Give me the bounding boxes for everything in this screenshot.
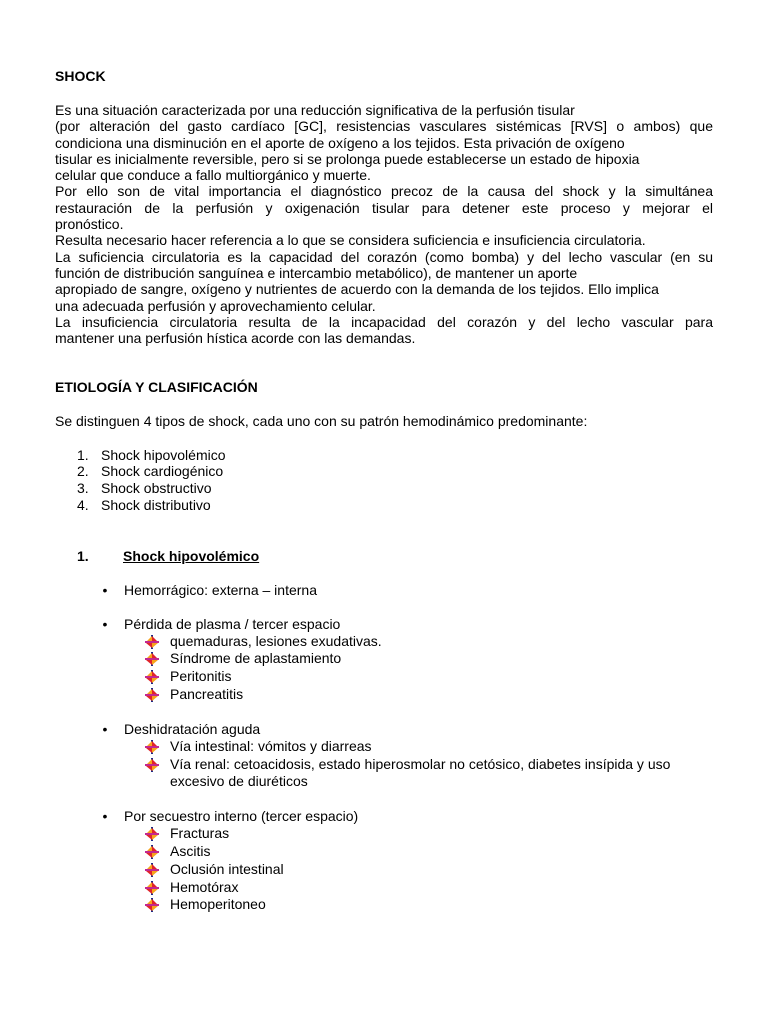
sub-list-item <box>55 879 713 897</box>
list-number: 3. <box>77 480 89 497</box>
bullet-dot-icon: • <box>102 615 108 632</box>
list-number: 1. <box>77 446 89 463</box>
intro-line: apropiado de sangre, oxígeno y nutrientes de acuerdo con la demanda de los tejidos. Ello implica <box>55 281 659 298</box>
intro-line: restauración de la perfusión y oxigenación tisular para detener este proceso y mejorar el <box>55 199 713 216</box>
arrow-bullet-icon <box>145 863 159 877</box>
arrow-bullet-icon <box>145 881 159 895</box>
list-number: 2. <box>77 463 89 480</box>
sub-item-label: Pancreatitis <box>170 685 244 702</box>
arrow-bullet-icon <box>145 740 159 754</box>
list-item <box>55 497 713 514</box>
intro-line: Resulta necesario hacer referencia a lo que se considera suficiencia e insuficiencia circulatoria. <box>55 232 646 249</box>
sub-item-label: Peritonitis <box>170 668 232 685</box>
sub-item-label: quemaduras, lesiones exudativas. <box>170 632 382 649</box>
bullet-label: Pérdida de plasma / tercer espacio <box>124 615 341 632</box>
sub-item-label: Oclusión intestinal <box>170 860 284 877</box>
list-number: 4. <box>77 496 89 513</box>
bullet-label: Por secuestro interno (tercer espacio) <box>124 808 359 825</box>
list-label: Shock hipovolémico <box>101 446 226 463</box>
subsection-heading-hypovolemic <box>55 547 713 565</box>
intro-line: función de distribución sanguínea e intercambio metabólico), de mantener un aporte <box>55 264 578 281</box>
sub-list-item <box>55 686 713 704</box>
intro-line: pronóstico. <box>55 216 124 233</box>
intro-line: una adecuada perfusión y aprovechamiento celular. <box>55 297 376 314</box>
document-page <box>55 68 713 914</box>
section-heading-etiology: ETIOLOGÍA Y CLASIFICACIÓN <box>55 379 258 396</box>
etiology-lead: Se distinguen 4 tipos de shock, cada uno con su patrón hemodinámico predominante: <box>55 413 588 430</box>
sub-item-label: Hemoperitoneo <box>170 896 266 913</box>
arrow-bullet-icon <box>145 898 159 912</box>
intro-line: La insuficiencia circulatoria resulta de la incapacidad del corazón y del lecho vascular para <box>55 313 713 330</box>
intro-line: Por ello son de vital importancia el diagnóstico precoz de la causa del shock y la simultánea <box>55 183 713 200</box>
arrow-bullet-icon <box>145 827 159 841</box>
bullet-dot-icon: • <box>102 581 108 598</box>
sub-item-label: Ascitis <box>170 842 211 859</box>
sub-list-item <box>55 650 713 668</box>
bullet-label: Hemorrágico: externa – interna <box>124 581 317 598</box>
bullet-label: Deshidratación aguda <box>124 720 261 737</box>
arrow-bullet-icon <box>145 758 159 772</box>
sub-list-item <box>55 843 713 861</box>
arrow-bullet-icon <box>145 845 159 859</box>
list-label: Shock distributivo <box>101 496 211 513</box>
arrow-bullet-icon <box>145 652 159 666</box>
arrow-bullet-icon <box>145 635 159 649</box>
doc-title: SHOCK <box>55 68 106 84</box>
sub-list-item <box>55 738 713 756</box>
bullet-item <box>55 582 713 599</box>
bullet-item <box>55 808 713 825</box>
list-label: Shock obstructivo <box>101 480 212 497</box>
shock-types-list <box>55 447 713 514</box>
arrow-bullet-icon <box>145 670 159 684</box>
sub-list <box>55 825 713 914</box>
bullet-dot-icon: • <box>102 720 108 737</box>
subsection-number: 1. <box>77 547 89 564</box>
intro-line: (por alteración del gasto cardíaco [GC], resistencias vasculares sistémicas [RVS] o ambos) que <box>55 118 713 135</box>
sub-item-label: Vía intestinal: vómitos y diarreas <box>170 737 372 754</box>
sub-item-label: Síndrome de aplastamiento <box>170 650 342 667</box>
sub-list-item <box>55 668 713 686</box>
intro-line: tisular es inicialmente reversible, pero si se prolonga puede establecerse un estado de hipoxia <box>55 150 640 167</box>
sub-list <box>55 633 713 704</box>
list-item <box>55 463 713 480</box>
intro-paragraph <box>55 102 713 346</box>
bullet-item <box>55 616 713 633</box>
list-item <box>55 480 713 497</box>
subsection-title: Shock hipovolémico <box>123 547 260 564</box>
intro-line: celular que conduce a fallo multiorgánico y muerte. <box>55 167 371 184</box>
list-label: Shock cardiogénico <box>101 463 224 480</box>
sub-item-label: Vía renal: cetoacidosis, estado hiperosmolar no cetósico, diabetes insípida y uso excesivo de diuréticos <box>170 755 671 790</box>
sub-list-item <box>55 633 713 651</box>
arrow-bullet-icon <box>145 688 159 702</box>
sub-list-item <box>55 896 713 914</box>
sub-item-label: Fracturas <box>170 825 230 842</box>
bullet-dot-icon: • <box>102 808 108 825</box>
sub-list-item <box>55 861 713 879</box>
sub-list-item <box>55 825 713 843</box>
sub-list <box>55 738 713 791</box>
intro-line: condiciona una disminución en el aporte de oxígeno a los tejidos. Esta privación de oxígeno <box>55 134 625 151</box>
sub-list-item <box>55 756 713 792</box>
list-item <box>55 447 713 464</box>
intro-line: La suficiencia circulatoria es la capacidad del corazón (como bomba) y del lecho vascular (en su <box>55 248 713 265</box>
intro-line: mantener una perfusión hística acorde con las demandas. <box>55 330 416 347</box>
sub-item-label: Hemotórax <box>170 878 239 895</box>
intro-line: Es una situación caracterizada por una reducción significativa de la perfusión tisular <box>55 102 575 118</box>
bullet-item <box>55 721 713 738</box>
